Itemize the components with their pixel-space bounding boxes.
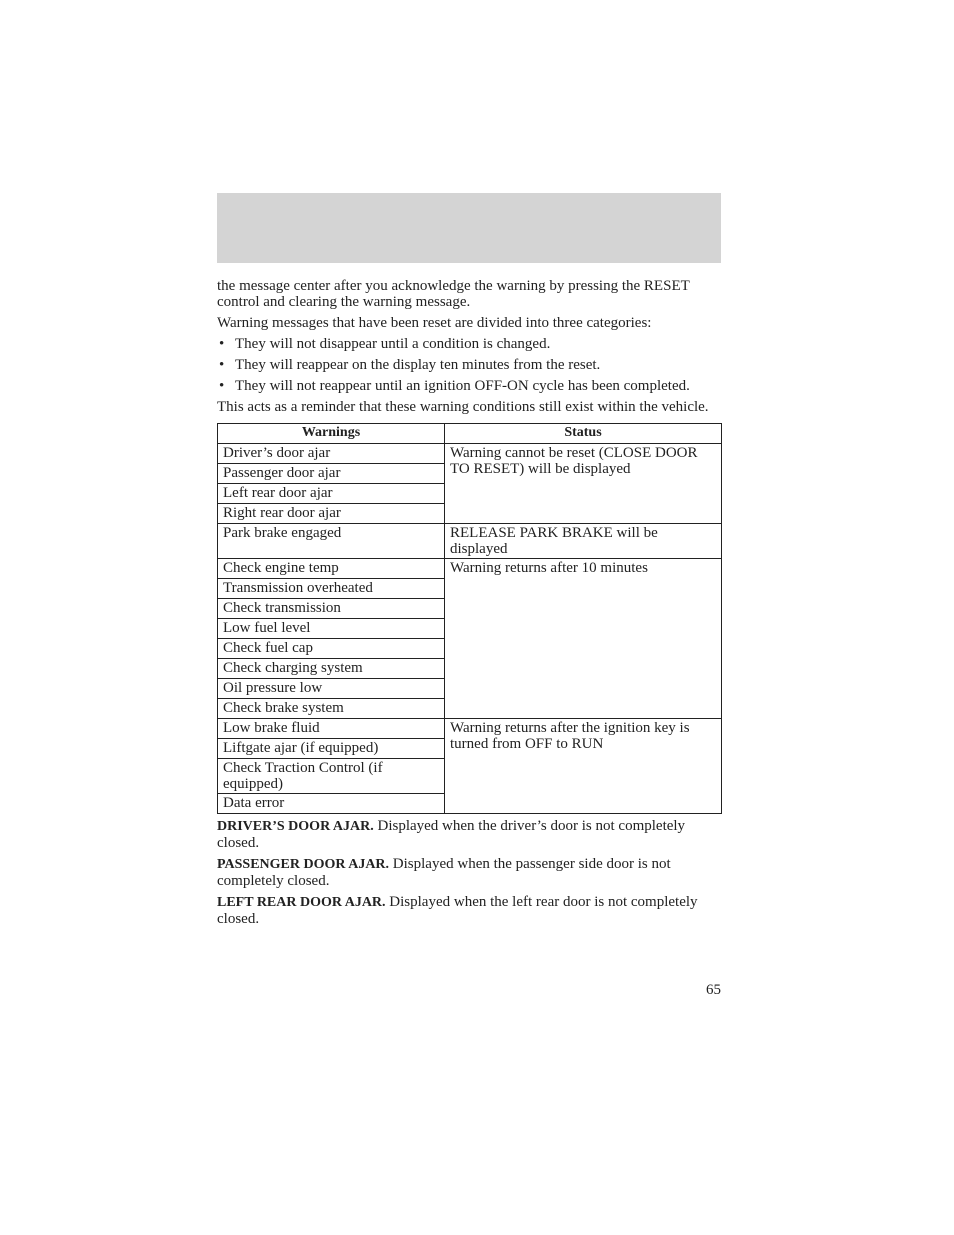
intro-paragraph-3: This acts as a reminder that these warning conditions still exist within the vehicle. [217, 399, 709, 415]
table-row [218, 444, 722, 464]
definition-text: Displayed when the left rear door is not completely closed. [217, 894, 698, 927]
bullet-icon: • [219, 357, 225, 373]
warning-cell: Park brake engaged [218, 524, 445, 559]
definition-passenger-door [217, 856, 721, 889]
warning-cell: Check charging system [218, 659, 445, 679]
warning-cell: Data error [218, 794, 445, 814]
warning-cell: Driver’s door ajar [218, 444, 445, 464]
column-header-warnings: Warnings [218, 424, 445, 444]
warnings-table [217, 423, 722, 814]
definition-text: Displayed when the passenger side door is not completely closed. [217, 856, 671, 889]
list-item [217, 378, 721, 394]
list-item [217, 336, 721, 352]
page-content [217, 278, 721, 932]
status-cell: Warning returns after the ignition key is turned from OFF to RUN [445, 719, 722, 814]
warning-cell: Oil pressure low [218, 679, 445, 699]
table-row [218, 524, 722, 559]
status-cell: Warning returns after 10 minutes [445, 559, 722, 719]
definition-term: PASSENGER DOOR AJAR. [217, 857, 390, 872]
column-header-status: Status [445, 424, 722, 444]
intro-paragraph-2: Warning messages that have been reset are divided into three categories: [217, 315, 652, 331]
definition-left-rear-door [217, 894, 721, 927]
category-list [217, 336, 721, 394]
warning-cell: Liftgate ajar (if equipped) [218, 739, 445, 759]
warning-cell: Transmission overheated [218, 579, 445, 599]
header-band [217, 193, 721, 263]
warning-cell: Right rear door ajar [218, 504, 445, 524]
intro-paragraph-1: the message center after you acknowledge the warning by pressing the RESET control and clearing the warning message. [217, 278, 690, 310]
table-row [218, 719, 722, 739]
definition-drivers-door [217, 818, 721, 851]
warning-cell: Check transmission [218, 599, 445, 619]
table-header-row [218, 424, 722, 444]
bullet-icon: • [219, 336, 225, 352]
page-number: 65 [706, 982, 721, 998]
status-cell: RELEASE PARK BRAKE will be displayed [445, 524, 722, 559]
warning-cell: Left rear door ajar [218, 484, 445, 504]
warning-cell: Check Traction Control (if equipped) [218, 759, 445, 794]
definition-term: DRIVER’S DOOR AJAR. [217, 819, 374, 834]
status-cell: Warning cannot be reset (CLOSE DOOR TO RESET) will be displayed [445, 444, 722, 524]
definition-term: LEFT REAR DOOR AJAR. [217, 895, 386, 910]
warning-cell: Low brake fluid [218, 719, 445, 739]
list-item-text: They will reappear on the display ten minutes from the reset. [235, 357, 601, 373]
list-item [217, 357, 721, 373]
table-row [218, 559, 722, 579]
list-item-text: They will not disappear until a condition is changed. [235, 336, 551, 352]
warning-cell: Low fuel level [218, 619, 445, 639]
definition-text: Displayed when the driver’s door is not completely closed. [217, 818, 686, 851]
list-item-text: They will not reappear until an ignition OFF-ON cycle has been completed. [235, 378, 690, 394]
bullet-icon: • [219, 378, 225, 394]
warning-cell: Check fuel cap [218, 639, 445, 659]
warning-cell: Check brake system [218, 699, 445, 719]
warning-cell: Check engine temp [218, 559, 445, 579]
warning-cell: Passenger door ajar [218, 464, 445, 484]
